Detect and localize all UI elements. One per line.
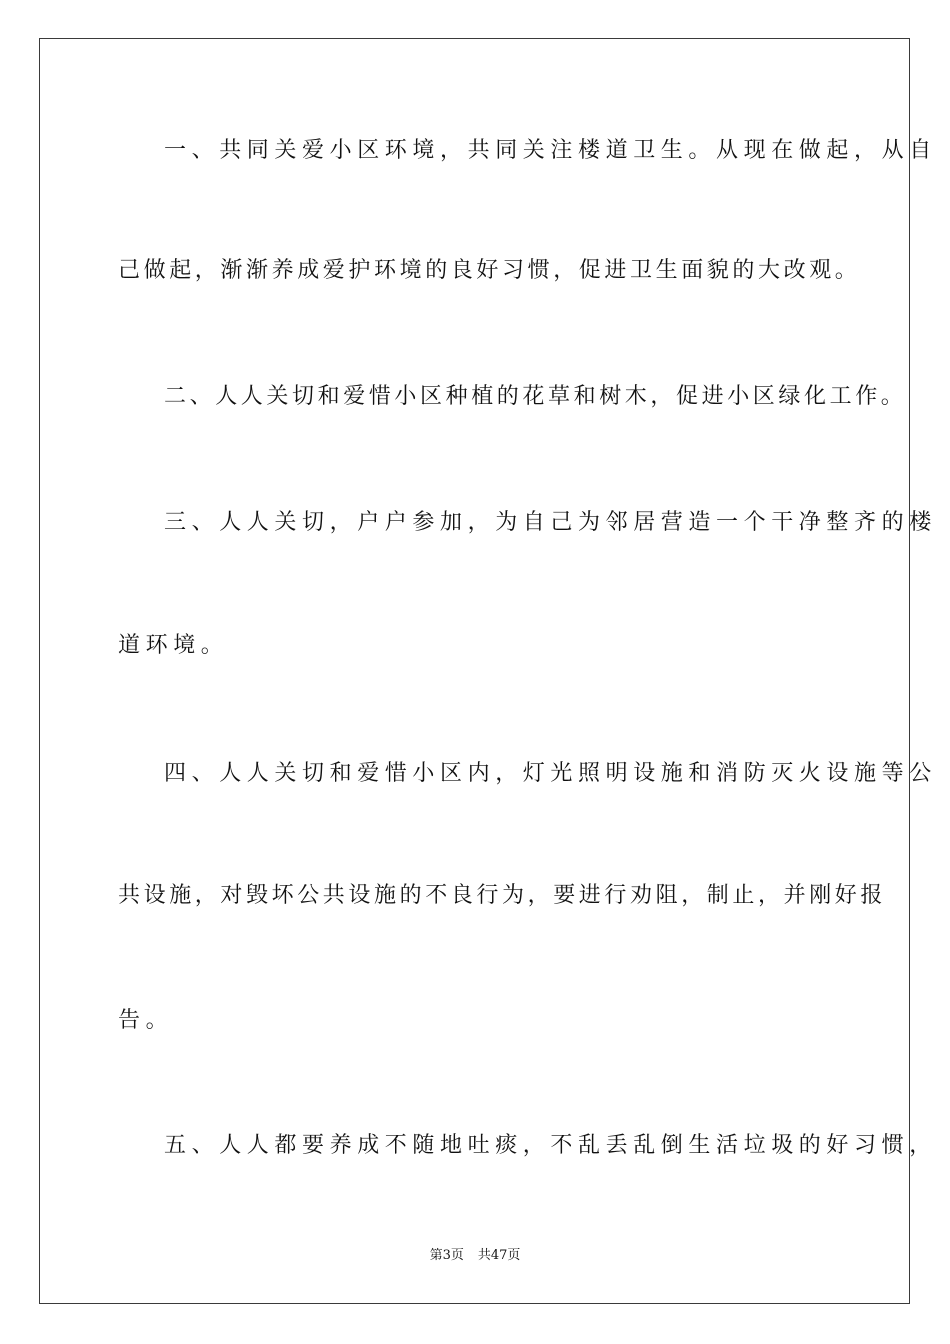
paragraph-4-line-2: 共设施，对毁坏公共设施的不良行为，要进行劝阻，制止，并刚好报 bbox=[118, 883, 887, 908]
paragraph-1-line-2: 己做起，渐渐养成爱护环境的良好习惯，促进卫生面貌的大改观。 bbox=[118, 258, 861, 283]
page-number-current: 第3页 bbox=[429, 1248, 464, 1263]
page-number-total: 共47页 bbox=[477, 1248, 521, 1263]
paragraph-5-line-1: 五、人人都要养成不随地吐痰，不乱丢乱倒生活垃圾的好习惯， bbox=[164, 1133, 937, 1158]
paragraph-4-line-3: 告。 bbox=[118, 1008, 174, 1033]
paragraph-3-line-1: 三、人人关切，户户参加，为自己为邻居营造一个干净整齐的楼 bbox=[164, 510, 937, 535]
page-frame bbox=[39, 38, 937, 1304]
paragraph-2-line-1: 二、人人关切和爱惜小区种植的花草和树木，促进小区绿化工作。 bbox=[164, 384, 907, 409]
paragraph-1-line-1: 一、共同关爱小区环境，共同关注楼道卫生。从现在做起，从自 bbox=[164, 138, 937, 163]
paragraph-3-line-2: 道环境。 bbox=[118, 633, 229, 658]
paragraph-4-line-1: 四、人人关切和爱惜小区内，灯光照明设施和消防灭火设施等公 bbox=[164, 761, 937, 786]
page-footer bbox=[0, 1247, 950, 1265]
